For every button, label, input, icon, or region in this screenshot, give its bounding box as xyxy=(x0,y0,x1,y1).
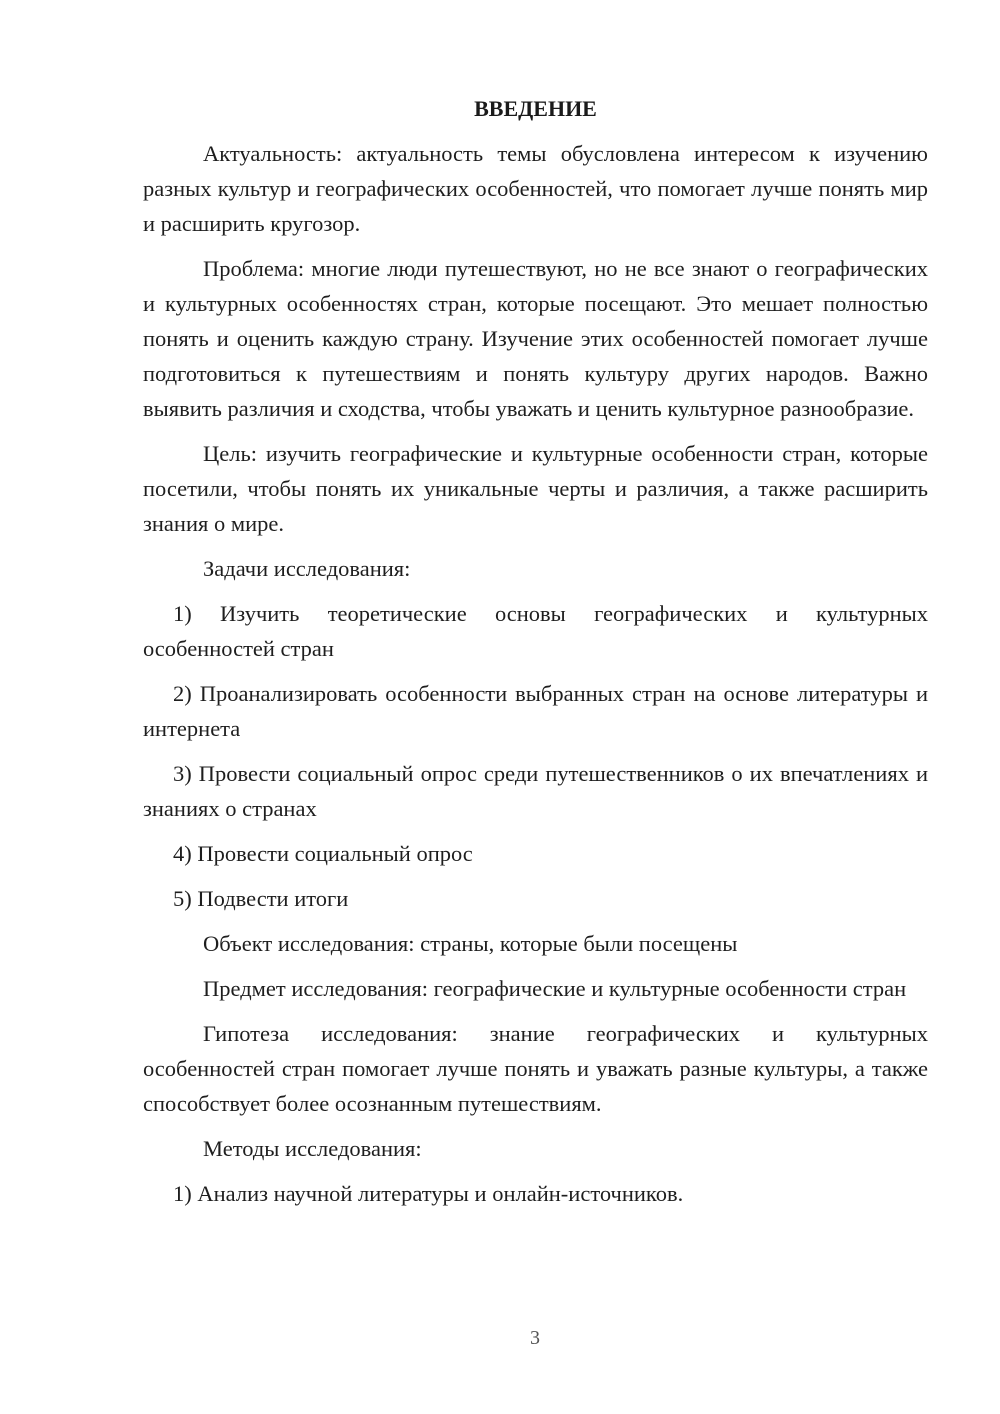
page-number: 3 xyxy=(530,1327,540,1349)
task-item: 3) Провести социальный опрос среди путешественников о их впечатлениях и знаниях о странах xyxy=(143,761,928,821)
goal-paragraph: Цель: изучить географические и культурные особенности стран, которые посетили, чтобы понять их уникальные черты и различия, а также расширить знания о мире. xyxy=(143,441,928,536)
problem-paragraph: Проблема: многие люди путешествуют, но не все знают о географических и культурных особенностях стран, которые посещают. Это мешает полностью понять и оценить каждую страну. Изучение этих особенностей помогает лучше подготовиться к путешествиям и понять культуру других народов. Важно выявить различия и сходства, чтобы уважать и ценить культурное разнообразие. xyxy=(143,256,928,421)
methods-heading: Методы исследования: xyxy=(203,1136,422,1161)
task-item: 5) Подвести итоги xyxy=(173,886,349,911)
task-item: 4) Провести социальный опрос xyxy=(173,841,473,866)
section-title: ВВЕДЕНИЕ xyxy=(474,96,597,121)
relevance-paragraph: Актуальность: актуальность темы обусловлена интересом к изучению разных культур и географических особенностей, что помогает лучше понять мир и расширить кругозор. xyxy=(143,141,928,236)
method-item: 1) Анализ научной литературы и онлайн-источников. xyxy=(173,1181,684,1206)
task-item: 1) Изучить теоретические основы географических и культурных особенностей стран xyxy=(143,601,928,661)
object-paragraph: Объект исследования: страны, которые были посещены xyxy=(203,931,738,956)
document-body xyxy=(143,94,928,1221)
tasks-heading: Задачи исследования: xyxy=(203,556,411,581)
subject-paragraph: Предмет исследования: географические и культурные особенности стран xyxy=(203,976,907,1001)
hypothesis-paragraph: Гипотеза исследования: знание географических и культурных особенностей стран помогает лучше понять и уважать разные культуры, а также способствует более осознанным путешествиям. xyxy=(143,1021,928,1116)
task-item: 2) Проанализировать особенности выбранных стран на основе литературы и интернета xyxy=(143,681,928,741)
